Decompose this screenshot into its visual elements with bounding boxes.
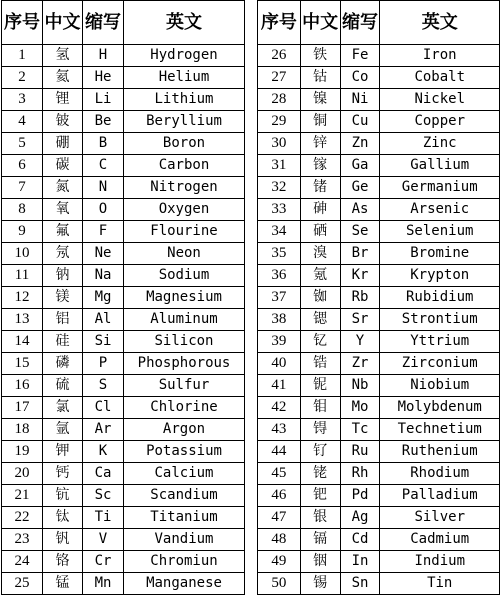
cell-index: 36 [258,265,301,287]
cell-index: 7 [2,177,43,199]
cell-english-name: Carbon [124,155,245,177]
cell-english-name: Arsenic [380,199,500,221]
header-row [258,1,500,45]
table-row [258,133,500,155]
table-row [258,89,500,111]
cell-index: 16 [2,375,43,397]
table-row [2,243,245,265]
cell-symbol: Rh [340,463,380,485]
header-symbol: 缩写 [83,1,124,45]
cell-symbol: Cl [83,397,124,419]
table-row [2,397,245,419]
cell-symbol: Tc [340,419,380,441]
cell-english-name: Chlorine [124,397,245,419]
table-row [2,331,245,353]
cell-english-name: Chromiun [124,551,245,573]
cell-index: 42 [258,397,301,419]
cell-chinese-name: 钪 [43,485,83,507]
cell-index: 30 [258,133,301,155]
table-row [2,353,245,375]
cell-index: 26 [258,45,301,67]
cell-chinese-name: 硫 [43,375,83,397]
cell-chinese-name: 锗 [300,177,340,199]
cell-english-name: Oxygen [124,199,245,221]
cell-symbol: Fe [340,45,380,67]
cell-index: 10 [2,243,43,265]
cell-symbol: Li [83,89,124,111]
cell-chinese-name: 铬 [43,551,83,573]
cell-index: 14 [2,331,43,353]
cell-chinese-name: 碳 [43,155,83,177]
cell-english-name: Nitrogen [124,177,245,199]
cell-chinese-name: 铝 [43,309,83,331]
cell-english-name: Argon [124,419,245,441]
cell-chinese-name: 银 [300,507,340,529]
header-chinese: 中文 [43,1,83,45]
cell-english-name: Helium [124,67,245,89]
cell-symbol: Cu [340,111,380,133]
cell-index: 40 [258,353,301,375]
cell-index: 2 [2,67,43,89]
cell-index: 17 [2,397,43,419]
cell-symbol: Kr [340,265,380,287]
cell-chinese-name: 铑 [300,463,340,485]
table-row [2,507,245,529]
cell-index: 11 [2,265,43,287]
cell-chinese-name: 硅 [43,331,83,353]
cell-index: 35 [258,243,301,265]
table-row [2,221,245,243]
cell-chinese-name: 氪 [300,265,340,287]
cell-index: 3 [2,89,43,111]
table-row [258,309,500,331]
cell-english-name: Manganese [124,573,245,595]
table-row [258,573,500,595]
cell-index: 33 [258,199,301,221]
cell-symbol: Ne [83,243,124,265]
cell-chinese-name: 镁 [43,287,83,309]
table-row [2,133,245,155]
cell-symbol: H [83,45,124,67]
cell-english-name: Gallium [380,155,500,177]
element-table-right [257,0,500,614]
cell-english-name: Boron [124,133,245,155]
cell-symbol: Ti [83,507,124,529]
cell-english-name: Copper [380,111,500,133]
cell-index: 18 [2,419,43,441]
cell-symbol: Al [83,309,124,331]
table-row [2,265,245,287]
table-row [258,463,500,485]
cell-chinese-name: 镍 [300,89,340,111]
cell-chinese-name: 锶 [300,309,340,331]
cell-index: 22 [2,507,43,529]
header-english: 英文 [380,1,500,45]
cell-english-name: Hydrogen [124,45,245,67]
table-row [2,45,245,67]
cell-symbol: S [83,375,124,397]
cell-index: 1 [2,45,43,67]
cell-chinese-name: 氖 [43,243,83,265]
table-row [2,573,245,595]
cell-chinese-name: 镉 [300,529,340,551]
cell-symbol: Ga [340,155,380,177]
cell-english-name: Scandium [124,485,245,507]
cell-index: 19 [2,441,43,463]
table-row [258,67,500,89]
cell-english-name: Silicon [124,331,245,353]
cell-english-name: Yttrium [380,331,500,353]
table-row [2,529,245,551]
table-row [258,221,500,243]
cell-index: 25 [2,573,43,595]
cell-symbol: Cd [340,529,380,551]
cell-english-name: Calcium [124,463,245,485]
cell-chinese-name: 钼 [300,397,340,419]
cell-english-name: Zinc [380,133,500,155]
cell-chinese-name: 锆 [300,353,340,375]
cell-symbol: Se [340,221,380,243]
cell-english-name: Germanium [380,177,500,199]
cell-symbol: Mg [83,287,124,309]
cell-index: 46 [258,485,301,507]
cell-chinese-name: 铷 [300,287,340,309]
cell-english-name: Flourine [124,221,245,243]
cell-english-name: Lithium [124,89,245,111]
cell-chinese-name: 钯 [300,485,340,507]
cell-chinese-name: 磷 [43,353,83,375]
table-row [258,551,500,573]
cell-index: 39 [258,331,301,353]
cell-english-name: Sodium [124,265,245,287]
header-row [2,1,245,45]
cell-index: 9 [2,221,43,243]
cell-symbol: K [83,441,124,463]
cell-chinese-name: 钙 [43,463,83,485]
table-row [2,441,245,463]
cell-english-name: Tin [380,573,500,595]
cell-english-name: Potassium [124,441,245,463]
cell-chinese-name: 铁 [300,45,340,67]
table-row [2,287,245,309]
cell-index: 27 [258,67,301,89]
cell-symbol: Pd [340,485,380,507]
cell-symbol: He [83,67,124,89]
cell-english-name: Zirconium [380,353,500,375]
cell-symbol: Be [83,111,124,133]
cell-chinese-name: 钛 [43,507,83,529]
table-row [258,485,500,507]
cell-chinese-name: 铍 [43,111,83,133]
cell-chinese-name: 镓 [300,155,340,177]
cell-english-name: Magnesium [124,287,245,309]
header-index: 序号 [2,1,43,45]
cell-index: 47 [258,507,301,529]
cell-chinese-name: 砷 [300,199,340,221]
cell-symbol: Br [340,243,380,265]
cell-english-name: Bromine [380,243,500,265]
cell-chinese-name: 钒 [43,529,83,551]
cell-chinese-name: 氢 [43,45,83,67]
cell-english-name: Cadmium [380,529,500,551]
table-row [258,265,500,287]
cell-english-name: Niobium [380,375,500,397]
table-row [2,111,245,133]
cell-symbol: Si [83,331,124,353]
cell-index: 13 [2,309,43,331]
cell-index: 45 [258,463,301,485]
cell-symbol: Y [340,331,380,353]
header-symbol: 缩写 [340,1,380,45]
header-index: 序号 [258,1,301,45]
cell-english-name: Selenium [380,221,500,243]
table-row [2,177,245,199]
cell-english-name: Molybdenum [380,397,500,419]
cell-chinese-name: 钇 [300,331,340,353]
cell-chinese-name: 氩 [43,419,83,441]
cell-symbol: Zn [340,133,380,155]
table-row [258,375,500,397]
cell-english-name: Nickel [380,89,500,111]
cell-index: 38 [258,309,301,331]
cell-symbol: V [83,529,124,551]
cell-symbol: N [83,177,124,199]
cell-english-name: Phosphorous [124,353,245,375]
table-row [2,419,245,441]
cell-english-name: Beryllium [124,111,245,133]
cell-english-name: Palladium [380,485,500,507]
cell-chinese-name: 硼 [43,133,83,155]
cell-chinese-name: 钠 [43,265,83,287]
cell-index: 6 [2,155,43,177]
cell-symbol: Sr [340,309,380,331]
cell-index: 31 [258,155,301,177]
table-row [258,287,500,309]
cell-chinese-name: 铌 [300,375,340,397]
cell-index: 20 [2,463,43,485]
cell-chinese-name: 锡 [300,573,340,595]
cell-chinese-name: 氯 [43,397,83,419]
cell-symbol: C [83,155,124,177]
cell-symbol: Mn [83,573,124,595]
cell-index: 44 [258,441,301,463]
cell-chinese-name: 硒 [300,221,340,243]
cell-symbol: Co [340,67,380,89]
header-chinese: 中文 [300,1,340,45]
table-row [258,441,500,463]
table-row [258,199,500,221]
cell-english-name: Strontium [380,309,500,331]
cell-chinese-name: 氟 [43,221,83,243]
table-row [258,529,500,551]
cell-chinese-name: 铜 [300,111,340,133]
cell-chinese-name: 钾 [43,441,83,463]
cell-english-name: Neon [124,243,245,265]
table-row [2,67,245,89]
cell-english-name: Sulfur [124,375,245,397]
cell-index: 28 [258,89,301,111]
cell-chinese-name: 锝 [300,419,340,441]
cell-index: 43 [258,419,301,441]
table-row [2,309,245,331]
table-row [2,199,245,221]
cell-english-name: Krypton [380,265,500,287]
cell-index: 12 [2,287,43,309]
cell-symbol: Ru [340,441,380,463]
header-english: 英文 [124,1,245,45]
table-row [2,485,245,507]
cell-index: 21 [2,485,43,507]
cell-chinese-name: 氦 [43,67,83,89]
cell-index: 32 [258,177,301,199]
cell-english-name: Rubidium [380,287,500,309]
table-row [2,375,245,397]
cell-symbol: Ca [83,463,124,485]
cell-english-name: Titanium [124,507,245,529]
cell-symbol: Mo [340,397,380,419]
table-row [2,463,245,485]
cell-english-name: Ruthenium [380,441,500,463]
cell-symbol: O [83,199,124,221]
cell-chinese-name: 钴 [300,67,340,89]
table-row [258,331,500,353]
cell-index: 34 [258,221,301,243]
cell-english-name: Aluminum [124,309,245,331]
cell-chinese-name: 锂 [43,89,83,111]
cell-chinese-name: 氮 [43,177,83,199]
table-body-left [2,45,245,595]
cell-symbol: Ni [340,89,380,111]
cell-symbol: Na [83,265,124,287]
table-row [258,507,500,529]
cell-english-name: Iron [380,45,500,67]
cell-symbol: Cr [83,551,124,573]
table-row [258,419,500,441]
cell-index: 8 [2,199,43,221]
cell-symbol: Ge [340,177,380,199]
table-row [258,111,500,133]
cell-chinese-name: 锌 [300,133,340,155]
table-row [258,397,500,419]
cell-chinese-name: 氧 [43,199,83,221]
cell-symbol: Ag [340,507,380,529]
cell-index: 50 [258,573,301,595]
cell-english-name: Vandium [124,529,245,551]
cell-symbol: Zr [340,353,380,375]
cell-index: 29 [258,111,301,133]
cell-index: 41 [258,375,301,397]
cell-index: 48 [258,529,301,551]
table-row [258,45,500,67]
table-row [258,243,500,265]
cell-chinese-name: 锰 [43,573,83,595]
table-row [2,155,245,177]
table-row [258,353,500,375]
cell-chinese-name: 铟 [300,551,340,573]
cell-symbol: In [340,551,380,573]
cell-english-name: Technetium [380,419,500,441]
cell-symbol: Sn [340,573,380,595]
cell-index: 15 [2,353,43,375]
table-row [2,551,245,573]
element-table-left [1,0,245,614]
cell-english-name: Silver [380,507,500,529]
cell-index: 37 [258,287,301,309]
cell-index: 5 [2,133,43,155]
cell-symbol: Ar [83,419,124,441]
cell-english-name: Rhodium [380,463,500,485]
cell-symbol: As [340,199,380,221]
cell-index: 4 [2,111,43,133]
cell-english-name: Cobalt [380,67,500,89]
cell-chinese-name: 钌 [300,441,340,463]
cell-symbol: P [83,353,124,375]
cell-symbol: B [83,133,124,155]
table-row [258,177,500,199]
cell-symbol: Nb [340,375,380,397]
cell-symbol: Sc [83,485,124,507]
cell-english-name: Indium [380,551,500,573]
cell-symbol: F [83,221,124,243]
cell-index: 49 [258,551,301,573]
cell-index: 24 [2,551,43,573]
table-row [258,155,500,177]
table-body-right [258,45,500,595]
cell-symbol: Rb [340,287,380,309]
cell-chinese-name: 溴 [300,243,340,265]
cell-index: 23 [2,529,43,551]
table-row [2,89,245,111]
